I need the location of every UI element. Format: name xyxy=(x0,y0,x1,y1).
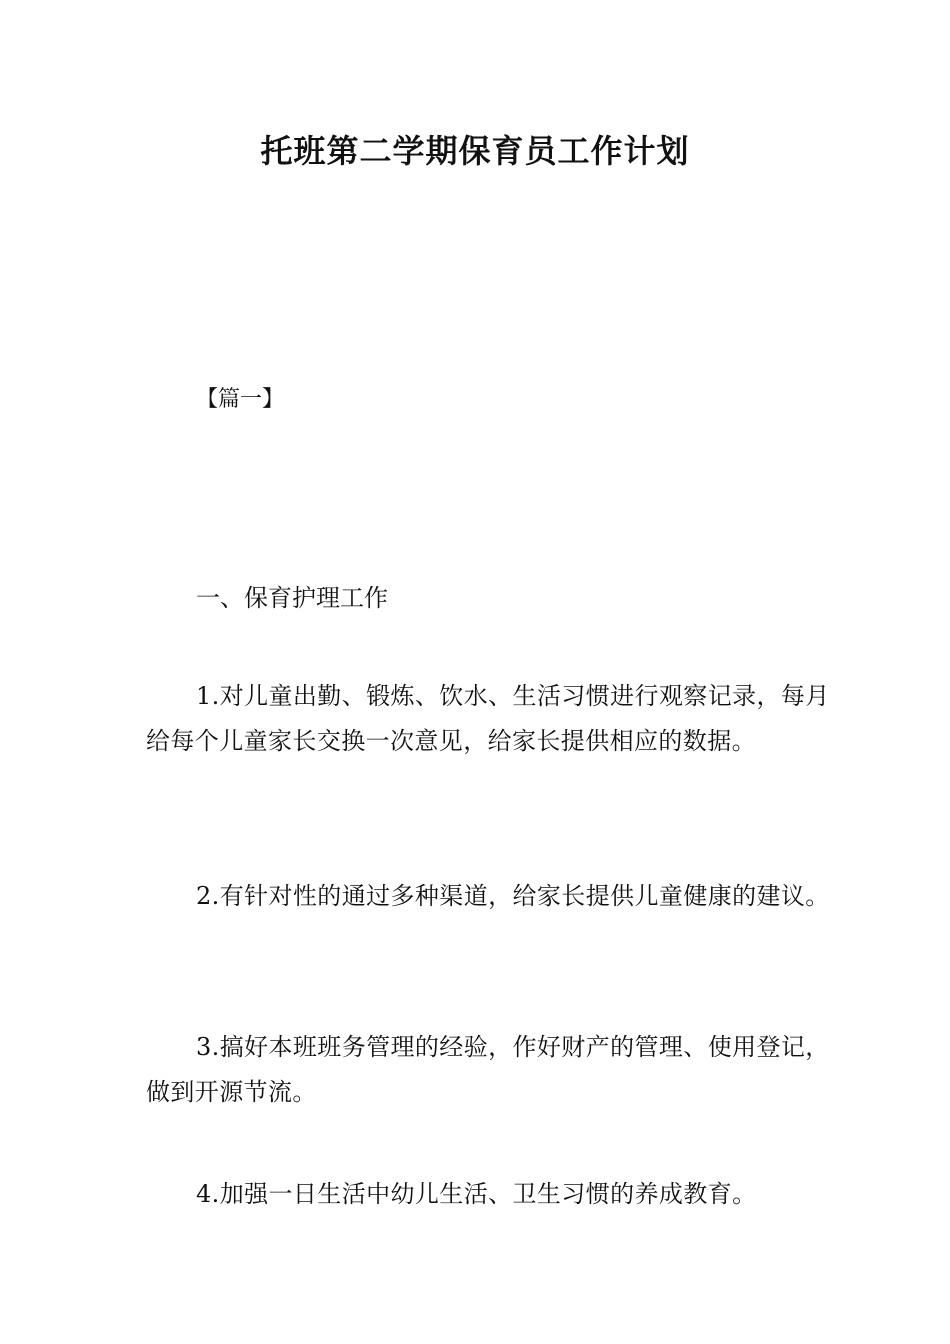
paragraph-1: 1.对儿童出勤、锻炼、饮水、生活习惯进行观察记录，每月给每个儿童家长交换一次意见，给家长提供相应的数据。 xyxy=(146,682,830,755)
paragraph-2: 2.有针对性的通过多种渠道，给家长提供儿童健康的建议。 xyxy=(196,882,830,910)
section-marker: 【篇一】 xyxy=(196,387,285,412)
page-title: 托班第二学期保育员工作计划 xyxy=(260,132,690,170)
paragraph-3: 3.搞好本班班务管理的经验，作好财产的管理、使用登记，做到开源节流。 xyxy=(146,1033,830,1106)
paragraph-4: 4.加强一日生活中幼儿生活、卫生习惯的养成教育。 xyxy=(196,1180,757,1208)
section-heading: 一、保育护理工作 xyxy=(196,584,388,612)
